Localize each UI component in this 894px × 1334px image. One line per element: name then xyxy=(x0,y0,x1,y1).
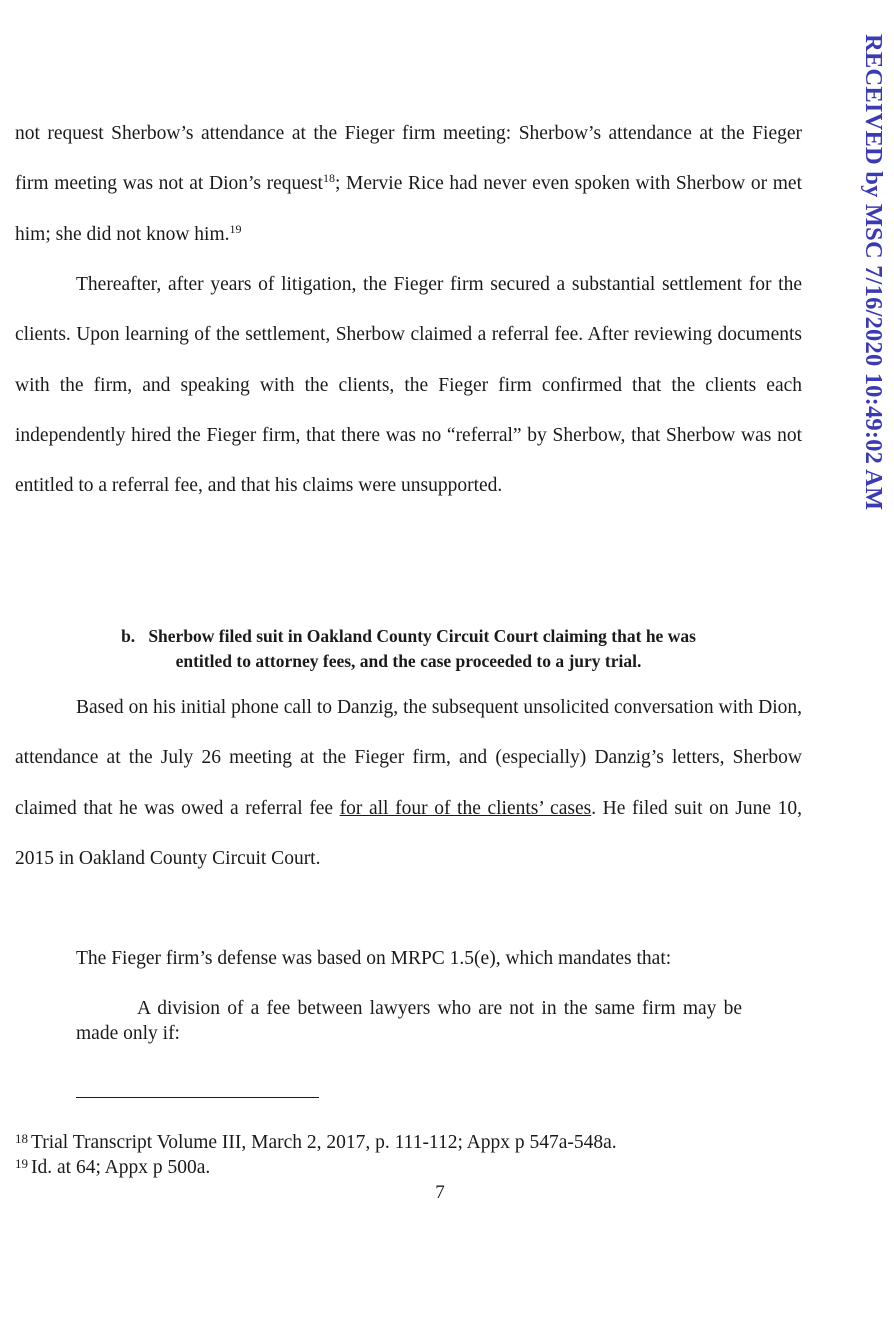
footnote-number: 18 xyxy=(15,1131,28,1146)
footnote-reference: 19 xyxy=(229,221,242,236)
footnote xyxy=(15,1155,815,1180)
footnote xyxy=(15,1130,815,1155)
section-heading-line: entitled to attorney fees, and the case proceeded to a jury trial. xyxy=(175,650,642,671)
section-heading xyxy=(15,624,802,673)
paragraph-text: ; Mervie Rice had never even spoken with Sherbow or met him; she did not know him. xyxy=(15,173,802,245)
paragraph-text: . He filed suit on June 10, 2015 in Oakland County Circuit Court. xyxy=(15,797,802,869)
footnote-text: Trial Transcript Volume III, March 2, 2017, p. 111-112; Appx p 547a-548a. xyxy=(31,1132,617,1153)
section-label: b. xyxy=(121,626,136,646)
paragraph-text: Based on his initial phone call to Danzig, the subsequent unsolicited conversation with Dion, attendance at the July 26 meeting at the Fieger firm, and (especially) Danzig’s letters, Sherbow claimed that he was owed a referral fee xyxy=(15,697,802,819)
page-number: 7 xyxy=(435,1182,445,1203)
footnote-text: Id. at 64; Appx p 500a. xyxy=(31,1157,211,1178)
footnote-divider xyxy=(76,1097,319,1098)
section-heading-line xyxy=(15,624,802,649)
body-paragraph: The Fieger firm’s defense was based on MRPC 1.5(e), which mandates that: xyxy=(76,948,672,969)
paragraph-text: not request Sherbow’s attendance at the Fieger firm meeting: Sherbow’s attendance at the Fieger firm meeting was not at Dion’s request xyxy=(15,123,802,195)
body-paragraph xyxy=(15,109,802,260)
block-quote: A division of a fee between lawyers who are not in the same firm may be made only if: xyxy=(76,998,742,1044)
body-paragraph xyxy=(15,683,802,884)
underlined-text: for all four of the clients’ cases xyxy=(339,797,592,819)
received-stamp: RECEIVED by MSC 7/16/2020 10:49:02 AM xyxy=(860,34,887,511)
footnote-reference: 18 xyxy=(322,171,335,186)
body-paragraph: Thereafter, after years of litigation, the Fieger firm secured a substantial settlement for the clients. Upon learning of the settlement, Sherbow claimed a referral fee. After reviewing documents with the firm, and speaking with the clients, the Fieger firm confirmed that the clients each independently hired the Fieger firm, that there was no “referral” by Sherbow, that Sherbow was not entitled to a referral fee, and that his claims were unsupported. xyxy=(15,274,802,497)
section-title: Sherbow filed suit in Oakland County Circuit Court claiming that he was xyxy=(148,626,696,646)
footnote-number: 19 xyxy=(15,1156,28,1171)
